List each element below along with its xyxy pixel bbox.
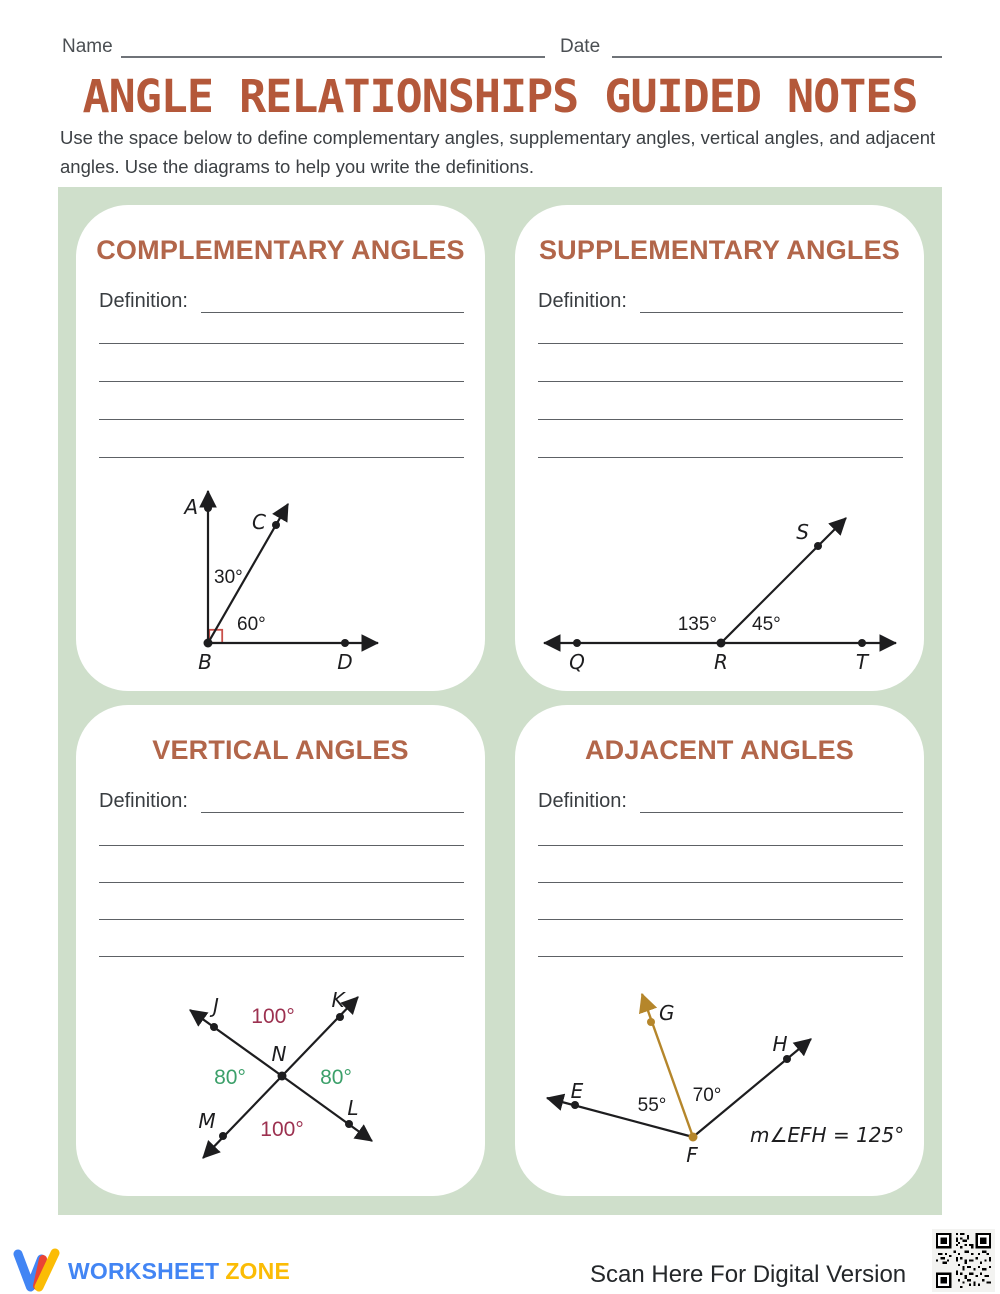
point-N-label: N xyxy=(271,1042,287,1066)
writing-line xyxy=(99,343,464,344)
writing-line xyxy=(99,381,464,382)
point-F-label: F xyxy=(686,1143,698,1167)
definition-blank-line xyxy=(640,312,903,313)
qr-code-pattern xyxy=(936,1233,991,1288)
card-title-vertical: VERTICAL ANGLES xyxy=(152,735,409,765)
definition-blank-line xyxy=(201,312,464,313)
writing-line xyxy=(99,919,464,920)
point-B-label: B xyxy=(198,650,212,674)
writing-line xyxy=(99,882,464,883)
definition-label: Definition: xyxy=(538,790,627,812)
point-A-dot xyxy=(204,504,212,512)
point-S-label: S xyxy=(796,520,809,544)
qr-code xyxy=(932,1229,995,1292)
brand-zone: ZONE xyxy=(225,1258,291,1284)
writing-line xyxy=(538,457,903,458)
definition-blank-line xyxy=(201,812,464,813)
point-T-dot xyxy=(858,639,866,647)
angle-left-label: 80° xyxy=(214,1066,246,1089)
worksheetzone-logo-icon xyxy=(13,1246,63,1293)
ray-FE xyxy=(547,1098,693,1137)
point-M-label: M xyxy=(198,1109,216,1133)
point-L-dot xyxy=(345,1120,353,1128)
point-C-label: C xyxy=(252,510,266,534)
writing-line xyxy=(99,457,464,458)
point-K-label: K xyxy=(331,988,345,1012)
brand-worksheet: WORKSHEET xyxy=(68,1258,220,1284)
point-H-label: H xyxy=(772,1032,788,1056)
point-Q-label: Q xyxy=(569,650,585,674)
point-N-dot xyxy=(278,1072,287,1081)
writing-line xyxy=(99,845,464,846)
definition-label: Definition: xyxy=(99,290,188,312)
date-blank-line xyxy=(612,56,942,58)
angle-top-label: 100° xyxy=(251,1005,295,1028)
point-R-dot xyxy=(717,639,726,648)
angle-GFH-label: 70° xyxy=(692,1085,722,1106)
writing-line xyxy=(99,419,464,420)
writing-line xyxy=(538,845,903,846)
point-J-dot xyxy=(210,1023,218,1031)
point-G-dot xyxy=(647,1018,655,1026)
point-F-dot xyxy=(689,1133,698,1142)
angle-QRS-label: 135° xyxy=(677,614,717,635)
angle-ABC-label: 30° xyxy=(214,567,243,588)
scan-instruction-text: Scan Here For Digital Version xyxy=(590,1261,907,1288)
point-G-label: G xyxy=(659,1001,675,1025)
name-blank-line xyxy=(121,56,545,58)
angle-EFG-label: 55° xyxy=(637,1095,667,1116)
writing-line xyxy=(99,956,464,957)
point-J-label: J xyxy=(213,994,219,1018)
angle-bottom-label: 100° xyxy=(260,1118,304,1141)
writing-line xyxy=(538,882,903,883)
ray-RS xyxy=(721,518,846,643)
point-B-dot xyxy=(204,639,213,648)
point-S-dot xyxy=(814,542,822,550)
writing-line xyxy=(538,343,903,344)
card-title-supplementary: SUPPLEMENTARY ANGLES xyxy=(538,235,901,265)
point-D-label: D xyxy=(337,650,353,674)
worksheetzone-logo-text xyxy=(68,1258,290,1285)
point-A-label: A xyxy=(184,495,198,519)
point-T-label: T xyxy=(855,650,869,674)
definition-blank-line xyxy=(640,812,903,813)
instructions-text: Use the space below to define complementary angles, supplementary angles, vertical angles, and adjacent angles. Use the diagrams to help you write the definitions. xyxy=(60,127,936,178)
name-label: Name xyxy=(62,36,113,57)
point-E-label: E xyxy=(570,1079,584,1103)
point-D-dot xyxy=(341,639,349,647)
writing-line xyxy=(538,956,903,957)
point-Q-dot xyxy=(573,639,581,647)
point-M-dot xyxy=(219,1132,227,1140)
complementary-angles-diagram xyxy=(150,472,410,684)
point-R-label: R xyxy=(714,650,728,674)
definition-label: Definition: xyxy=(99,790,188,812)
page-title: ANGLE RELATIONSHIPS GUIDED NOTES xyxy=(82,70,918,123)
angle-right-label: 80° xyxy=(320,1066,352,1089)
writing-line xyxy=(538,381,903,382)
angle-measure-note: m∠EFH = 125° xyxy=(750,1123,905,1147)
point-C-dot xyxy=(272,521,280,529)
writing-line xyxy=(538,419,903,420)
point-H-dot xyxy=(783,1055,791,1063)
card-title-complementary: COMPLEMENTARY ANGLES xyxy=(96,235,465,265)
supplementary-angles-diagram xyxy=(535,505,910,674)
adjacent-angles-diagram xyxy=(538,988,905,1168)
point-L-label: L xyxy=(347,1096,359,1120)
vertical-angles-diagram xyxy=(175,988,390,1180)
definition-label: Definition: xyxy=(538,290,627,312)
point-K-dot xyxy=(336,1013,344,1021)
writing-line xyxy=(538,919,903,920)
card-title-adjacent: ADJACENT ANGLES xyxy=(584,735,855,765)
date-label: Date xyxy=(560,36,601,57)
angle-CBD-label: 60° xyxy=(237,614,266,635)
angle-SRT-label: 45° xyxy=(752,614,781,635)
